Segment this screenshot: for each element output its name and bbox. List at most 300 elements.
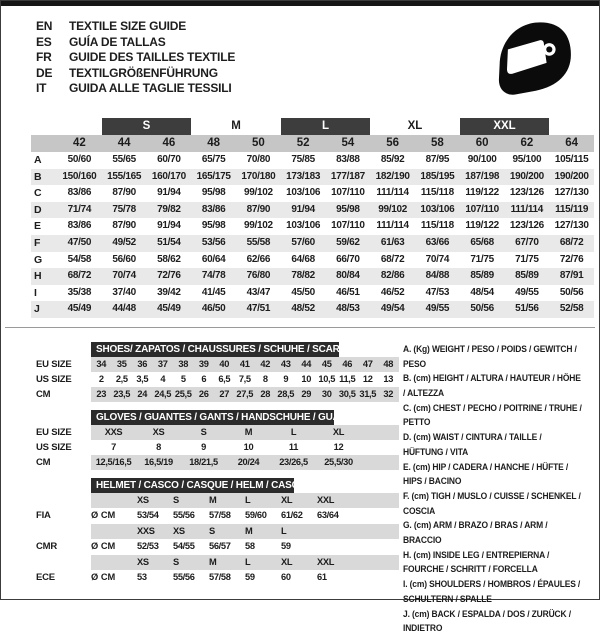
value-cell: 26 xyxy=(198,388,209,399)
measurement-value: 99/102 xyxy=(243,220,273,232)
legend-item: C. (cm) CHEST / PECHO / POITRINE / TRUHE / PETTO xyxy=(402,402,582,428)
measurement-value: 72/76 xyxy=(559,253,584,265)
size-number: 54 xyxy=(341,136,355,149)
row-label xyxy=(36,555,91,571)
value-cell: M xyxy=(245,525,253,536)
value-cell: 42 xyxy=(260,358,271,369)
measurement-value: 55/65 xyxy=(112,153,136,165)
row-cells xyxy=(91,493,399,509)
measurement-value: 68/72 xyxy=(67,270,92,282)
measurement-value: 62/66 xyxy=(246,253,271,265)
measurement-value: 123/126 xyxy=(509,220,544,232)
value-cell: 34 xyxy=(96,358,107,369)
table-row xyxy=(36,357,399,372)
value-cell: 47 xyxy=(362,358,373,369)
measurement-value: 115/119 xyxy=(555,203,589,215)
measurement-value: 61/63 xyxy=(380,236,405,248)
measurement-value: 66/70 xyxy=(336,253,360,265)
legend-item: E. (cm) HIP / CADERA / HANCHE / HÜFTE / HIPS / BACINO xyxy=(402,461,568,487)
measurement-value: 107/110 xyxy=(465,203,499,215)
measurement-value: 185/195 xyxy=(420,170,455,182)
value-cell: XS xyxy=(137,556,149,567)
table-row xyxy=(36,539,399,555)
measurement-value: 182/190 xyxy=(375,170,410,182)
value-cell: 52/53 xyxy=(137,541,159,552)
value-cell: S xyxy=(173,556,179,567)
size-number: 58 xyxy=(430,136,444,149)
measurement-value: 68/72 xyxy=(559,236,584,248)
value-cell: XS xyxy=(173,525,185,536)
value-cell: 4 xyxy=(160,373,166,384)
measurement-value: 91/94 xyxy=(291,203,315,215)
measurement-value: 87/90 xyxy=(112,220,136,232)
row-label: US SIZE xyxy=(36,373,72,385)
row-label: ECE xyxy=(36,572,55,584)
row-letter: H xyxy=(34,270,42,283)
measurement-value: 57/60 xyxy=(291,236,315,248)
measurement-value: 65/75 xyxy=(201,153,226,165)
measurement-value: 107/110 xyxy=(331,187,365,199)
value-cell: XS xyxy=(137,494,149,505)
measurement-value: 74/78 xyxy=(201,270,226,282)
section-divider xyxy=(5,327,595,328)
value-cell: M xyxy=(209,556,217,567)
measurement-value: 90/100 xyxy=(467,153,497,165)
value-cell: 7,5 xyxy=(238,373,251,384)
measurement-row xyxy=(31,169,594,186)
value-cell: 13 xyxy=(383,373,394,384)
value-cell: L xyxy=(245,494,251,505)
measurement-value: 127/130 xyxy=(554,187,589,199)
row-cells xyxy=(91,357,399,372)
row-cells xyxy=(91,372,399,387)
measurement-value: 45/49 xyxy=(157,303,181,315)
value-cell: XXS xyxy=(104,426,123,437)
row-label: CM xyxy=(36,388,51,400)
value-cell: 29 xyxy=(301,388,312,399)
value-cell: 59 xyxy=(245,572,255,583)
guide-title: TEXTILGRÖßENFÜHRUNG xyxy=(69,65,218,80)
language-code: ES xyxy=(36,34,52,49)
measurement-value: 82/86 xyxy=(380,270,405,282)
value-cell: 37 xyxy=(157,358,168,369)
value-cell: 18/21,5 xyxy=(189,456,218,467)
measurement-value: 165/175 xyxy=(196,170,231,182)
measurement-value: 99/102 xyxy=(243,187,273,199)
measurement-value: 47/50 xyxy=(67,236,92,248)
measurement-value: 39/42 xyxy=(157,286,181,298)
guide-title: GUIDA ALLE TAGLIE TESSILI xyxy=(69,81,232,96)
size-number: 42 xyxy=(72,136,86,149)
measurement-value: 37/40 xyxy=(112,286,136,298)
measurement-value: 95/98 xyxy=(201,220,226,232)
helmet-section xyxy=(36,478,399,586)
row-letter: G xyxy=(34,253,43,266)
measurement-row xyxy=(31,152,594,169)
row-cells xyxy=(91,570,399,586)
value-cell: 31,5 xyxy=(359,388,377,399)
size-group-spacer xyxy=(57,118,102,135)
legend-item: D. (cm) WAIST / CINTURA / TAILLE / HÜFTUNG / VITA xyxy=(402,432,542,457)
value-cell: 11,5 xyxy=(339,373,356,384)
value-cell: 5 xyxy=(180,373,186,384)
measurement-value: 68/72 xyxy=(380,253,405,265)
value-cell: 35 xyxy=(116,358,127,369)
shoes-table xyxy=(36,357,399,402)
helmet-section-title: HELMET / CASCO / CASQUE / HELM / CASCO xyxy=(91,478,294,493)
value-cell: 8 xyxy=(156,441,161,452)
measurement-value: 83/86 xyxy=(201,203,226,215)
gloves-section-title: GLOVES / GUANTES / GANTS / HANDSCHUHE / GUANTI xyxy=(91,410,334,425)
measurement-value: 75/78 xyxy=(112,203,136,215)
measurement-value: 107/110 xyxy=(331,220,365,232)
measurement-value: 46/50 xyxy=(201,303,226,315)
measurement-value: 83/86 xyxy=(67,220,92,232)
value-cell: 24 xyxy=(137,388,148,399)
size-number: 44 xyxy=(117,136,131,149)
unit-cell: Ø CM xyxy=(91,572,116,583)
value-cell: 36 xyxy=(137,358,148,369)
value-cell: 57/58 xyxy=(209,510,231,521)
row-cells xyxy=(91,440,399,455)
measurement-value: 91/94 xyxy=(157,220,181,232)
measurement-value: 45/49 xyxy=(67,303,92,315)
size-group-header-row xyxy=(31,118,594,135)
value-cell: 23/26,5 xyxy=(279,456,308,467)
size-number: 48 xyxy=(207,136,221,149)
measurement-value: 51/54 xyxy=(157,236,181,248)
measurement-value: 70/74 xyxy=(425,253,450,265)
value-cell: 54/55 xyxy=(173,541,195,552)
measurement-value: 127/130 xyxy=(554,220,589,232)
measurement-value: 87/90 xyxy=(112,187,136,199)
value-cell: 61 xyxy=(317,572,327,583)
value-cell: S xyxy=(209,525,215,536)
value-cell: XXL xyxy=(317,494,335,505)
value-cell: S xyxy=(173,494,179,505)
unit-cell xyxy=(91,493,137,509)
value-cell: 43 xyxy=(280,358,291,369)
table-row xyxy=(36,555,399,571)
measurement-value: 52/58 xyxy=(559,303,584,315)
measurement-value: 111/114 xyxy=(376,187,409,199)
value-cell: XS xyxy=(152,426,165,437)
value-cell: 45 xyxy=(321,358,332,369)
legend-item: J. (cm) BACK / ESPALDA / DOS / ZURÜCK / INDIETRO xyxy=(402,608,571,634)
value-cell: 55/56 xyxy=(173,510,195,521)
measurement-value: 43/47 xyxy=(246,286,271,298)
guide-title: TEXTILE SIZE GUIDE xyxy=(69,19,187,33)
measurement-value: 49/52 xyxy=(112,236,136,248)
value-cell: 46 xyxy=(342,358,353,369)
measurement-value: 63/66 xyxy=(425,236,450,248)
value-cell: 40 xyxy=(219,358,230,369)
value-cell: 27,5 xyxy=(236,388,254,399)
measurement-value: 115/118 xyxy=(420,220,454,232)
size-number: 60 xyxy=(475,136,489,149)
unit-cell: Ø CM xyxy=(91,510,116,521)
measurement-value: 85/89 xyxy=(515,270,539,282)
measurement-value: 64/68 xyxy=(291,253,315,265)
legend-item: F. (cm) TIGH / MUSLO / CUISSE / SCHENKEL / COSCIA xyxy=(402,490,581,516)
number-row-spacer xyxy=(31,135,57,152)
size-group-xl: XL xyxy=(407,119,423,132)
value-cell: 12 xyxy=(362,373,373,384)
value-cell: 28,5 xyxy=(277,388,295,399)
measurement-value: 150/160 xyxy=(62,170,97,182)
measurement-value: 70/80 xyxy=(246,153,271,165)
legend-item: A. (Kg) WEIGHT / PESO / POIDS / GEWITCH / PESO xyxy=(402,343,577,369)
measurement-value: 87/95 xyxy=(425,153,450,165)
textile-size-table xyxy=(31,118,594,318)
value-cell: 20/24 xyxy=(237,456,260,467)
measurement-value: 115/118 xyxy=(420,187,454,199)
table-row xyxy=(36,524,399,540)
row-letter: A xyxy=(34,153,42,166)
measurement-value: 48/53 xyxy=(336,303,360,315)
measurement-value: 48/54 xyxy=(470,286,494,298)
table-row xyxy=(36,440,399,455)
visor-pivot-dot xyxy=(546,46,552,52)
value-cell: 58 xyxy=(245,541,255,552)
value-cell: 44 xyxy=(301,358,312,369)
value-cell: L xyxy=(290,426,297,437)
value-cell: 6,5 xyxy=(218,373,231,384)
value-cell: XL xyxy=(332,426,345,437)
measurement-value: 83/88 xyxy=(336,153,360,165)
row-label xyxy=(36,493,91,509)
value-cell: XL xyxy=(281,494,293,505)
measurement-value: 103/106 xyxy=(420,203,455,215)
row-cells xyxy=(91,425,399,440)
header xyxy=(1,6,599,97)
measurement-value: 84/88 xyxy=(425,270,450,282)
measurement-value: 49/55 xyxy=(515,286,539,298)
value-cell xyxy=(317,524,353,540)
measurement-value: 79/82 xyxy=(157,203,181,215)
size-number: 52 xyxy=(296,136,310,149)
size-group-spacer xyxy=(31,118,57,135)
measurement-value: 67/70 xyxy=(515,236,539,248)
value-cell: 25,5/30 xyxy=(324,456,353,467)
measurement-value: 71/75 xyxy=(515,253,539,265)
value-cell: 53/54 xyxy=(137,510,159,521)
measurement-value: 76/80 xyxy=(246,270,271,282)
measurement-value: 160/170 xyxy=(151,170,186,182)
value-cell xyxy=(317,539,353,555)
language-code: FR xyxy=(36,50,52,65)
value-cell: XL xyxy=(281,556,293,567)
value-cell: 30 xyxy=(321,388,332,399)
guide-title: GUÍA DE TALLAS xyxy=(69,34,166,49)
measurement-value: 55/58 xyxy=(246,236,271,248)
unit-cell xyxy=(91,524,137,540)
value-cell: 23,5 xyxy=(113,388,131,399)
measurement-value: 49/54 xyxy=(380,303,405,315)
row-label xyxy=(36,524,91,540)
row-letter: C xyxy=(34,187,42,200)
row-label: FIA xyxy=(36,510,51,522)
value-cell: 23 xyxy=(96,388,107,399)
measurement-value: 75/85 xyxy=(291,153,315,165)
unit-cell xyxy=(91,555,137,571)
measurement-value: 60/70 xyxy=(157,153,181,165)
measurement-value: 45/50 xyxy=(291,286,315,298)
value-cell: 16,5/19 xyxy=(144,456,173,467)
value-cell: M xyxy=(209,494,217,505)
gloves-section xyxy=(36,410,399,470)
value-cell: M xyxy=(244,426,253,437)
value-cell: 56/57 xyxy=(209,541,231,552)
row-cells xyxy=(91,387,399,402)
legend-item: G. (cm) ARM / BRAZO / BRAS / ARM / BRACCIO xyxy=(402,520,547,546)
measurement-value: 47/51 xyxy=(246,303,271,315)
value-cell: 41 xyxy=(239,358,250,369)
helmet-table xyxy=(36,493,399,586)
row-letter: E xyxy=(34,220,42,233)
measurement-value: 58/62 xyxy=(157,253,181,265)
value-cell: 28 xyxy=(260,388,271,399)
value-cell: 11 xyxy=(288,441,299,452)
measurement-value: 170/180 xyxy=(241,170,276,182)
accessory-tables xyxy=(1,342,399,636)
value-cell: 32 xyxy=(383,388,394,399)
legend-item: I. (cm) SHOULDERS / HOMBROS / ÉPAULES / SCHULTERN / SPALLE xyxy=(402,579,580,604)
legend-item: B. (cm) HEIGHT / ALTURA / HAUTEUR / HÖHE / ALTEZZA xyxy=(402,373,581,399)
measurement-value: 53/56 xyxy=(201,236,226,248)
measurement-value: 49/55 xyxy=(425,303,450,315)
value-cell: 10 xyxy=(243,441,254,452)
measurement-value: 54/58 xyxy=(67,253,92,265)
row-label: US SIZE xyxy=(36,441,72,453)
row-letter: I xyxy=(34,286,37,299)
measurement-value: 111/114 xyxy=(376,220,409,232)
measurement-value: 103/106 xyxy=(286,187,321,199)
measurement-value: 50/60 xyxy=(67,153,92,165)
measurement-value: 103/106 xyxy=(286,220,321,232)
value-cell: 59 xyxy=(281,541,291,552)
table-row xyxy=(36,455,399,470)
measurement-value: 190/200 xyxy=(509,170,544,182)
value-cell: 55/56 xyxy=(173,572,195,583)
measurement-value: 173/183 xyxy=(286,170,321,182)
measurement-value: 48/52 xyxy=(291,303,315,315)
row-label: CMR xyxy=(36,541,58,553)
size-group-s: S xyxy=(102,118,192,135)
measurement-row xyxy=(31,185,594,202)
value-cell: 25,5 xyxy=(174,388,192,399)
measurement-value: 190/200 xyxy=(554,170,589,182)
measurement-value: 95/98 xyxy=(201,187,226,199)
measurement-value: 71/75 xyxy=(470,253,494,265)
measurement-value: 119/122 xyxy=(465,220,499,232)
language-code: EN xyxy=(36,19,53,33)
measurement-value: 46/52 xyxy=(380,286,405,298)
size-number: 64 xyxy=(565,136,579,149)
table-row xyxy=(36,372,399,387)
value-cell: 61/62 xyxy=(281,510,303,521)
measurement-value: 85/89 xyxy=(470,270,494,282)
value-cell: 2,5 xyxy=(115,373,128,384)
row-letter: D xyxy=(34,203,42,216)
size-number: 50 xyxy=(251,136,265,149)
measurement-value: 80/84 xyxy=(336,270,360,282)
measurement-value: 91/94 xyxy=(157,187,181,199)
measurement-value: 111/114 xyxy=(510,203,544,215)
table-row xyxy=(36,493,399,509)
measurement-value: 59/62 xyxy=(336,236,360,248)
table-row xyxy=(36,570,399,586)
value-cell: S xyxy=(200,426,207,437)
measurement-value: 41/45 xyxy=(201,286,226,298)
measurement-value: 87/91 xyxy=(559,270,584,282)
shoes-section-title: SHOES/ ZAPATOS / CHAUSSURES / SCHUHE / SCARPE xyxy=(91,342,339,357)
row-cells xyxy=(91,455,399,470)
unit-cell: Ø CM xyxy=(91,541,116,552)
measurement-value: 51/56 xyxy=(515,303,539,315)
row-label: CM xyxy=(36,456,51,468)
size-group-m: M xyxy=(231,119,241,132)
value-cell: 10,5 xyxy=(318,373,336,384)
measurement-value: 50/56 xyxy=(559,286,584,298)
size-group-spacer xyxy=(549,118,594,135)
measurement-row xyxy=(31,252,594,269)
row-letter: B xyxy=(34,170,42,183)
measurement-row xyxy=(31,218,594,235)
row-cells xyxy=(91,524,399,540)
measurement-value: 85/92 xyxy=(380,153,405,165)
value-cell: L xyxy=(281,525,287,536)
measurement-value: 35/38 xyxy=(67,286,92,298)
language-code: IT xyxy=(36,81,47,96)
measurement-row xyxy=(31,268,594,285)
measurement-value: 87/90 xyxy=(246,203,271,215)
legend-item: H. (cm) INSIDE LEG / ENTREPIERNA / FOURCHE / SCHRITT / FORCELLA xyxy=(402,549,549,575)
value-cell: XXL xyxy=(317,556,335,567)
value-cell: 24,5 xyxy=(154,388,172,399)
measurement-value: 187/198 xyxy=(465,170,500,182)
size-number: 46 xyxy=(162,136,176,149)
measurement-value: 123/126 xyxy=(509,187,544,199)
measurement-row xyxy=(31,285,594,302)
value-cell: 6 xyxy=(201,373,207,384)
value-cell: 9 xyxy=(201,441,206,452)
size-group-xxl: XXL xyxy=(460,118,550,135)
size-number: 56 xyxy=(386,136,400,149)
measurement-value: 44/48 xyxy=(112,303,136,315)
measurement-row xyxy=(31,235,594,252)
value-cell: 38 xyxy=(178,358,189,369)
value-cell: 57/58 xyxy=(209,572,231,583)
measurement-row xyxy=(31,202,594,219)
language-code: DE xyxy=(36,65,53,80)
value-cell: 2 xyxy=(98,373,104,384)
row-cells xyxy=(91,539,399,555)
measurement-value: 70/74 xyxy=(112,270,136,282)
measurement-rows xyxy=(31,152,594,318)
row-label: EU SIZE xyxy=(36,426,72,438)
measurement-value: 56/60 xyxy=(112,253,136,265)
measurement-value: 47/53 xyxy=(425,286,450,298)
measurement-value: 71/74 xyxy=(67,203,92,215)
measurement-value: 177/187 xyxy=(330,170,365,182)
racing-helmet-icon xyxy=(489,16,579,108)
measurement-value: 65/68 xyxy=(470,236,494,248)
measurement-row xyxy=(31,301,594,318)
value-cell: 59/60 xyxy=(245,510,267,521)
measurement-legend xyxy=(403,342,584,636)
size-number-row xyxy=(31,135,594,152)
